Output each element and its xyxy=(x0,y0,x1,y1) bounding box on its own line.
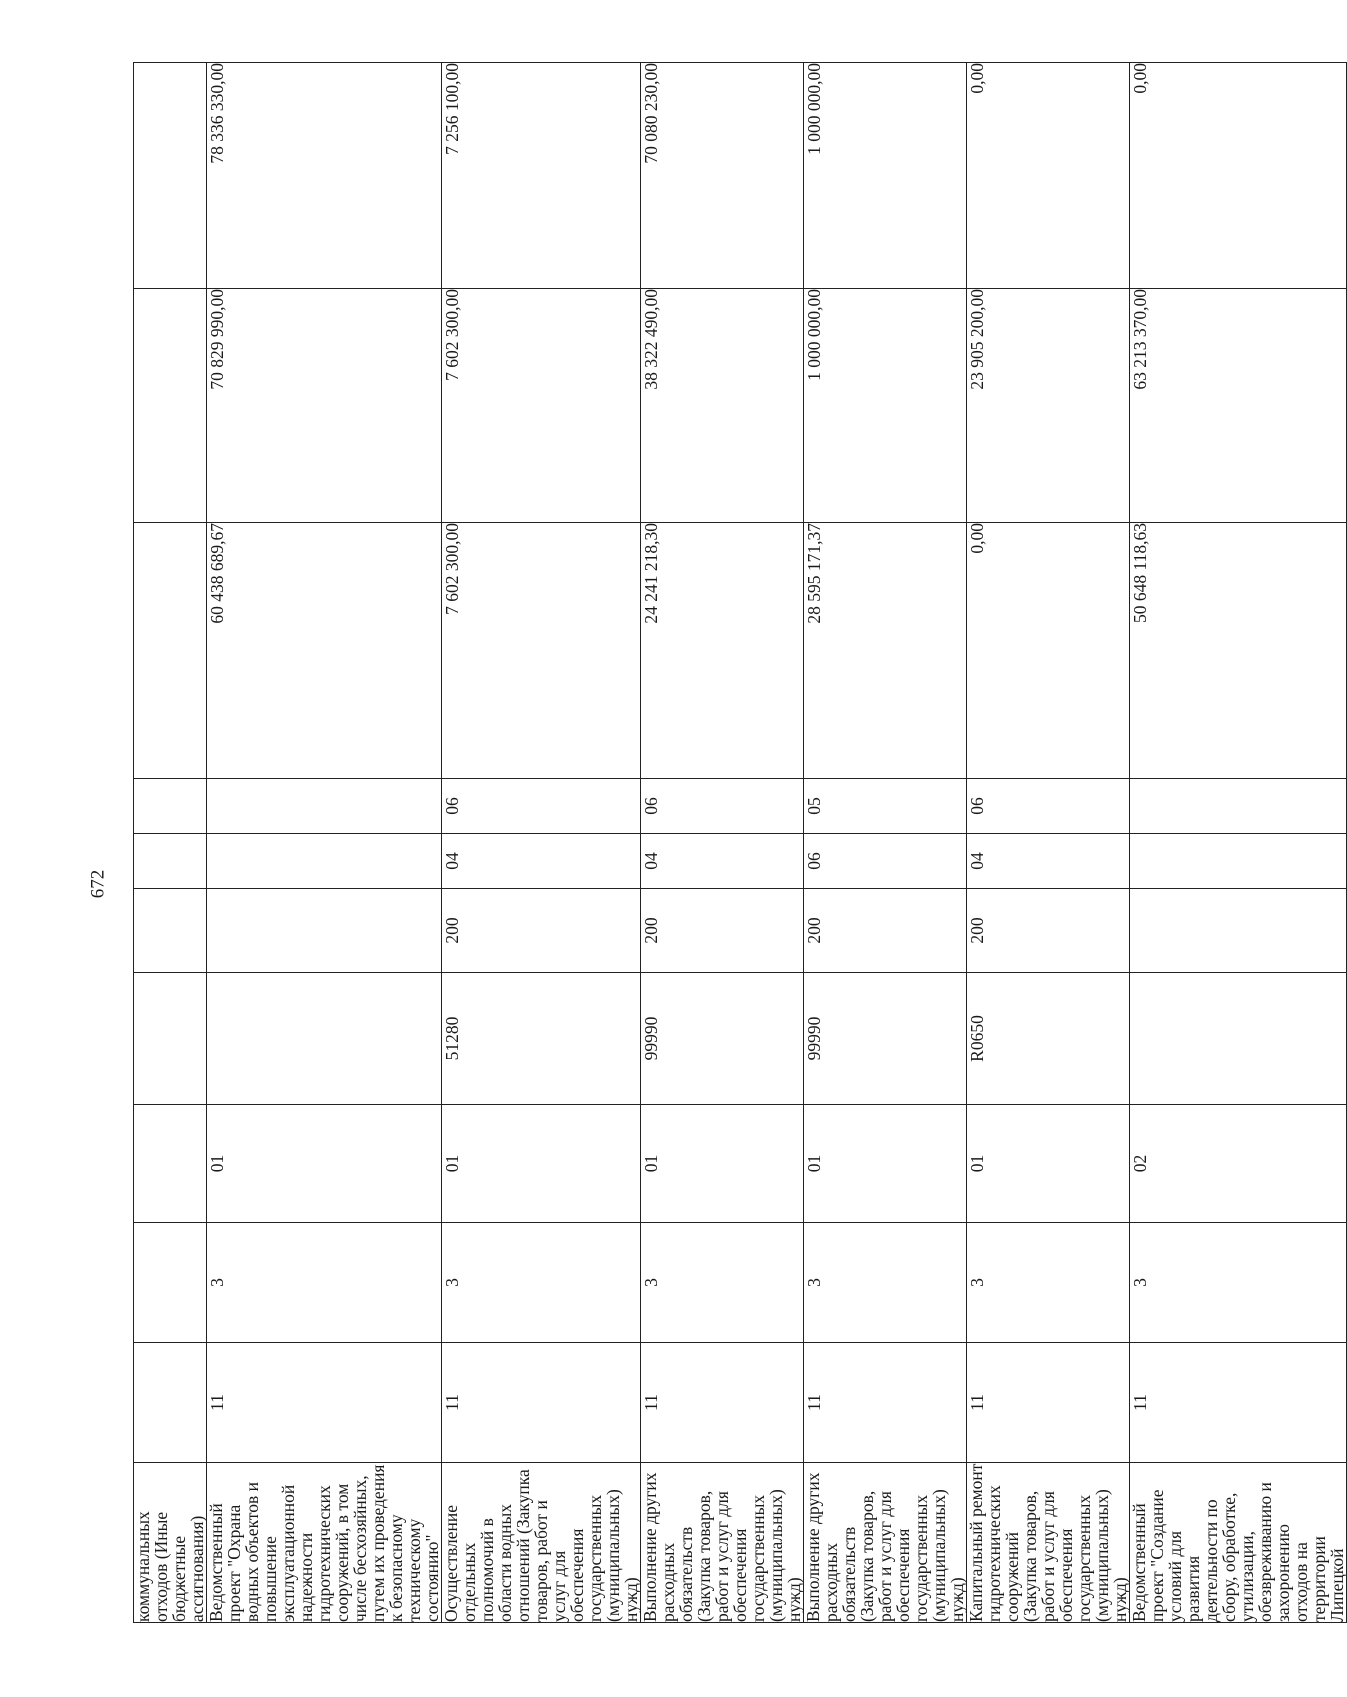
amount-cell: 1 000 000,00 xyxy=(804,63,967,289)
code-cell: 11 xyxy=(207,1343,442,1463)
empty-cell xyxy=(134,889,207,973)
amount-cell: 7 602 300,00 xyxy=(442,289,641,523)
budget-table xyxy=(133,62,1347,1623)
code-cell: 200 xyxy=(442,889,641,973)
code-cell: 3 xyxy=(641,1223,804,1343)
amount-cell: 28 595 171,37 xyxy=(804,523,967,779)
amount-cell: 0,00 xyxy=(967,63,1130,289)
table-row xyxy=(1130,63,1347,1623)
empty-cell xyxy=(134,973,207,1105)
code-cell: 3 xyxy=(967,1223,1130,1343)
code-cell xyxy=(1130,834,1347,889)
amount-cell: 7 256 100,00 xyxy=(442,63,641,289)
code-cell: 01 xyxy=(442,1105,641,1223)
code-cell: 3 xyxy=(442,1223,641,1343)
amount-cell: 70 829 990,00 xyxy=(207,289,442,523)
code-cell xyxy=(207,834,442,889)
code-cell: 05 xyxy=(804,779,967,834)
item-name: Капитальный ремонт гидротехнических сооружений (Закупка товаров, работ и услуг для обеспечения государственных (муниципальных) нужд) xyxy=(966,1463,1130,1622)
code-cell: 11 xyxy=(967,1343,1130,1463)
amount-cell: 24 241 218,30 xyxy=(641,523,804,779)
code-cell xyxy=(207,973,442,1105)
code-cell: 01 xyxy=(804,1105,967,1223)
empty-cell xyxy=(134,1223,207,1343)
code-cell: 04 xyxy=(967,834,1130,889)
code-cell: 04 xyxy=(641,834,804,889)
code-cell: 200 xyxy=(967,889,1130,973)
code-cell: 04 xyxy=(442,834,641,889)
code-cell: 11 xyxy=(1130,1343,1347,1463)
code-cell: R0650 xyxy=(967,973,1130,1105)
code-cell: 06 xyxy=(442,779,641,834)
amount-cell: 0,00 xyxy=(967,523,1130,779)
amount-cell: 38 322 490,00 xyxy=(641,289,804,523)
code-cell: 11 xyxy=(442,1343,641,1463)
code-cell: 99990 xyxy=(804,973,967,1105)
empty-cell xyxy=(134,834,207,889)
amount-cell: 78 336 330,00 xyxy=(207,63,442,289)
code-cell: 3 xyxy=(207,1223,442,1343)
code-cell: 3 xyxy=(804,1223,967,1343)
code-cell xyxy=(207,889,442,973)
table-row xyxy=(967,63,1130,1623)
code-cell xyxy=(207,779,442,834)
code-cell: 11 xyxy=(804,1343,967,1463)
page-number: 672 xyxy=(87,869,108,899)
amount-cell: 23 905 200,00 xyxy=(967,289,1130,523)
table-row xyxy=(134,63,207,1623)
code-cell: 200 xyxy=(641,889,804,973)
amount-cell: 50 648 118,63 xyxy=(1130,523,1347,779)
table-row xyxy=(207,63,442,1623)
amount-cell: 70 080 230,00 xyxy=(641,63,804,289)
code-cell: 11 xyxy=(641,1343,804,1463)
item-name: Ведомственный проект "Охрана водных объектов и повышение эксплуатационной надежности гидротехнических сооружений, в том числе бесхозяйных, путем их проведения к безопасному техническому состоянию" xyxy=(207,1463,442,1623)
table-row xyxy=(442,63,641,1623)
code-cell xyxy=(1130,973,1347,1105)
code-cell: 06 xyxy=(804,834,967,889)
code-cell: 01 xyxy=(967,1105,1130,1223)
code-cell xyxy=(1130,779,1347,834)
empty-cell xyxy=(134,63,207,289)
item-name: Выполнение других расходных обязательств (Закупка товаров, работ и услуг для обеспечения государственных (муниципальных) нужд) xyxy=(804,1463,967,1623)
table-row xyxy=(804,63,967,1623)
code-cell: 01 xyxy=(641,1105,804,1223)
amount-cell: 60 438 689,67 xyxy=(207,523,442,779)
code-cell: 06 xyxy=(641,779,804,834)
amount-cell: 7 602 300,00 xyxy=(442,523,641,779)
item-name: Выполнение других расходных обязательств (Закупка товаров, работ и услуг для обеспечения государственных (муниципальных) нужд) xyxy=(641,1463,804,1623)
code-cell: 02 xyxy=(1130,1105,1347,1223)
code-cell xyxy=(1130,889,1347,973)
item-name: Осуществление отдельных полномочий в области водных отношений (Закупка товаров, работ и услуг для обеспечения государственных (муниципальных) нужд) xyxy=(442,1463,641,1623)
code-cell: 99990 xyxy=(641,973,804,1105)
empty-cell xyxy=(134,779,207,834)
amount-cell: 1 000 000,00 xyxy=(804,289,967,523)
rotated-page-content xyxy=(133,63,1347,1623)
amount-cell: 0,00 xyxy=(1130,63,1347,289)
code-cell: 01 xyxy=(207,1105,442,1223)
table-row xyxy=(641,63,804,1623)
code-cell: 200 xyxy=(804,889,967,973)
code-cell: 3 xyxy=(1130,1223,1347,1343)
empty-cell xyxy=(134,289,207,523)
amount-cell: 63 213 370,00 xyxy=(1130,289,1347,523)
empty-cell xyxy=(134,523,207,779)
empty-cell xyxy=(134,1105,207,1223)
code-cell: 51280 xyxy=(442,973,641,1105)
code-cell: 06 xyxy=(967,779,1130,834)
empty-cell xyxy=(134,1343,207,1463)
item-name: Ведомственный проект "Создание условий для развития деятельности по сбору, обработке, утилизации, обезвреживанию и захоронению отходов на территории Липецкой xyxy=(1130,1463,1347,1623)
item-name: коммунальных отходов (Иные бюджетные ассигнования) xyxy=(134,1463,207,1623)
